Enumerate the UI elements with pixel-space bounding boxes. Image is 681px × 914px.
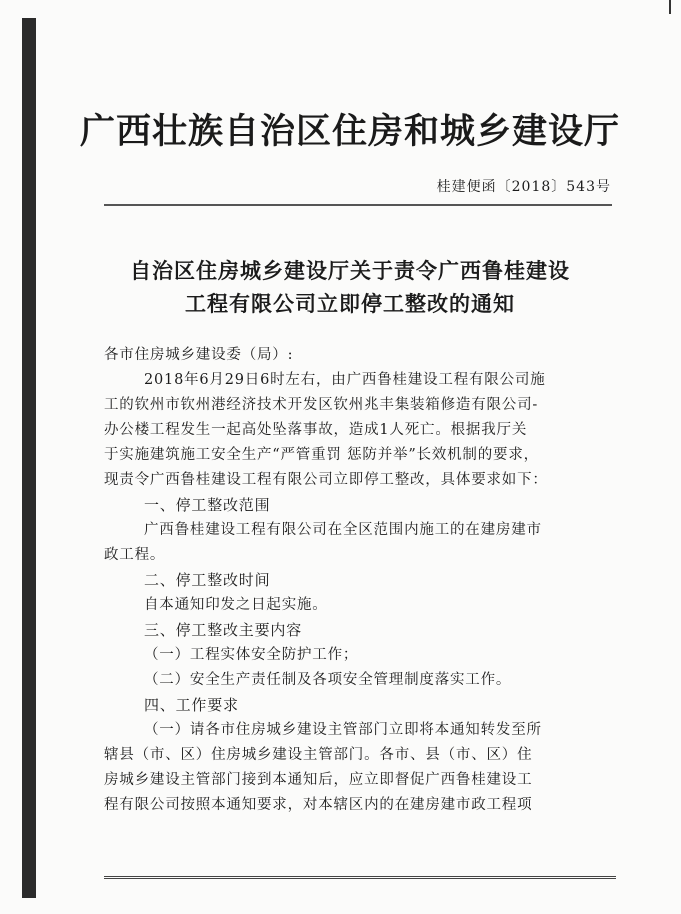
- title-line-2: 工程有限公司立即停工整改的通知: [185, 291, 515, 316]
- section-heading-1: 一、停工整改范围: [144, 496, 271, 514]
- body-line: 办公楼工程发生一起高处坠落事故，造成1人死亡。根据我厅关: [104, 422, 528, 438]
- section-line: 自本通知印发之日起实施。: [144, 597, 328, 613]
- addressee: 各市住房城乡建设委（局）:: [104, 347, 294, 363]
- agency-header: 广西壮族自治区住房和城乡建设厅: [79, 111, 620, 152]
- body-line: 2018年6月29日6时左右，由广西鲁桂建设工程有限公司施: [144, 372, 546, 388]
- body-line: 现责令广西鲁桂建设工程有限公司立即停工整改，具体要求如下：: [104, 472, 548, 488]
- section-heading-2: 二、停工整改时间: [144, 571, 271, 589]
- section-line: （一）工程实体安全防护工作；: [144, 647, 359, 663]
- footer-divider: [104, 876, 616, 879]
- section-line: （一）请各市住房城乡建设主管部门立即将本通知转发至所: [144, 722, 542, 738]
- document-body: [104, 343, 624, 818]
- title-line-1: 自治区住房城乡建设厅关于责令广西鲁桂建设: [130, 258, 570, 283]
- document-title: [80, 254, 620, 320]
- scan-mark: [669, 0, 671, 14]
- section-line: （二）安全生产责任制及各项安全管理制度落实工作。: [144, 672, 512, 688]
- section-line: 政工程。: [104, 547, 166, 563]
- section-heading-4: 四、工作要求: [144, 696, 239, 714]
- section-line: 辖县（市、区）住房城乡建设主管部门。各市、县（市、区）住: [104, 747, 533, 763]
- scan-binding-edge: [22, 18, 36, 898]
- header-divider: [104, 204, 612, 206]
- body-line: 工的钦州市钦州港经济技术开发区钦州兆丰集装箱修造有限公司-: [104, 397, 539, 413]
- body-line: 于实施建筑施工安全生产“严管重罚 惩防并举”长效机制的要求，: [104, 447, 539, 463]
- section-line: 广西鲁桂建设工程有限公司在全区范围内施工的在建房建市: [144, 522, 542, 538]
- section-heading-3: 三、停工整改主要内容: [144, 621, 303, 639]
- section-line: 房城乡建设主管部门接到本通知后，应立即督促广西鲁桂建设工: [104, 772, 533, 788]
- document-number: 桂建便函〔2018〕543号: [436, 179, 611, 195]
- section-line: 程有限公司按照本通知要求，对本辖区内的在建房建市政工程项: [104, 797, 533, 813]
